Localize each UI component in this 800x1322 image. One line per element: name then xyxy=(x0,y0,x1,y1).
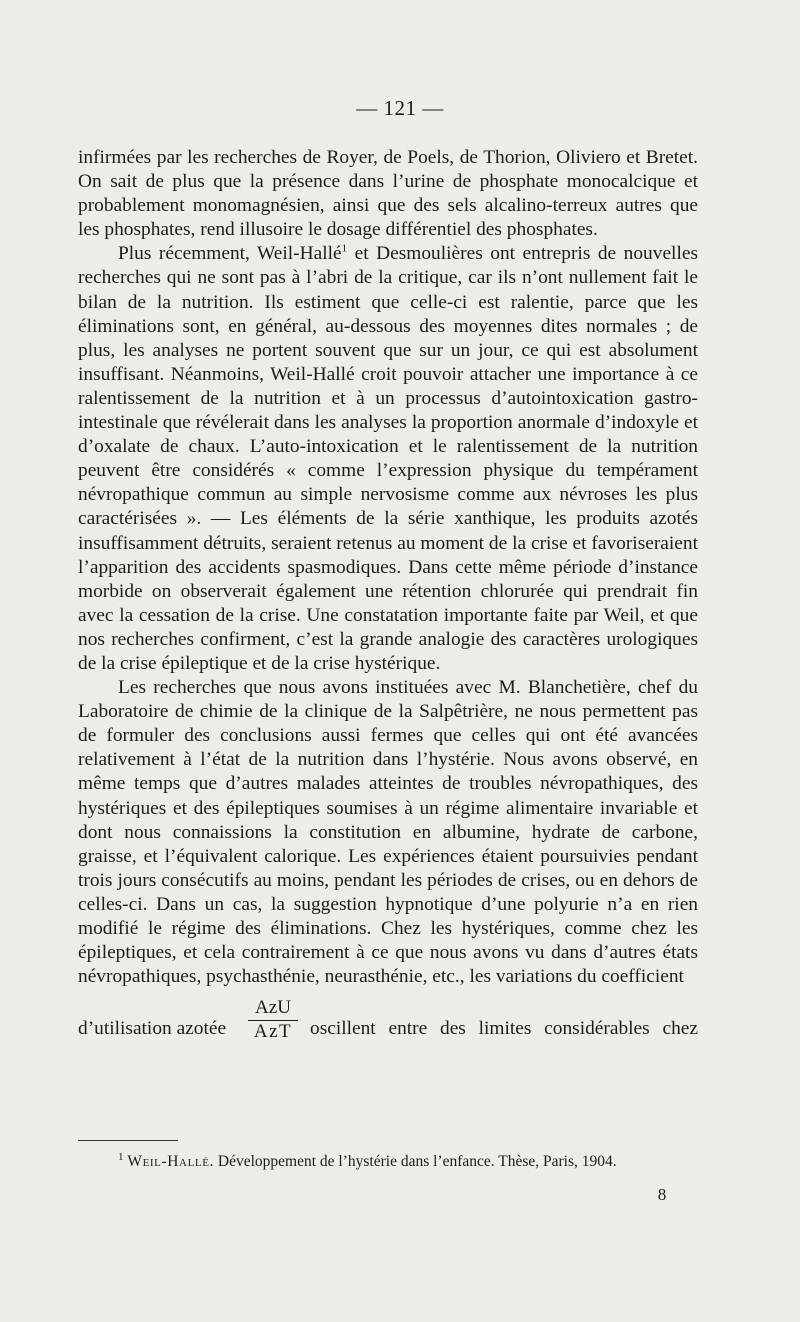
paragraph-2-rest: et Desmoulières ont entrepris de nouvelles recherches qui ne sont pas à l’abri de la critique, car ils n’ont nullement fait le bilan de la nutrition. Ils estiment que celle-ci est ralentie, parce que les éliminations sont, en général, au-dessous des moyennes dites normales ; de plus, les analyses ne portent souvent que sur un jour, ce qui est absolument insuffisant. Néanmoins, Weil-Hallé croit pouvoir attacher une importance à ce ralentissement de la nutrition et à un processus d’autointoxication gastro-intestinale que révélerait dans les analyses la proportion anormale d’indoxyle et d’oxalate de chaux. L’auto-intoxication et le ralentissement de la nutrition peuvent être considérés « comme l’expression physique du tempérament névropathique commun au simple nervosisme comme aux névroses les plus caractérisées ». — Les éléments de la série xanthique, les produits azotés insuffisamment détruits, seraient retenus au moment de la crise et favoriseraient l’apparition des accidents spasmodiques. Dans cette même période d’instance morbide on observerait également une rétention chlorurée qui prendrait fin avec la cessation de la crise. Une constatation importante faite par Weil, et que nos recherches confirment, c’est la grande analogie des caractères urologiques de la crise épileptique et de la crise hystérique. xyxy=(78,243,698,674)
fraction-numerator: AzU xyxy=(248,997,298,1021)
formula-line xyxy=(78,997,698,1049)
footnote xyxy=(118,1152,700,1172)
footnote-marker: 1 xyxy=(118,1150,124,1163)
footnote-author: Weil-Hallé. xyxy=(127,1153,215,1170)
paragraph-2 xyxy=(78,242,698,676)
paragraph-3: Les recherches que nous avons instituées avec M. Blanchetière, chef du Laboratoire de chimie de la clinique de la Salpêtrière, ne nous permettent pas de formuler des conclusions aussi fermes que celles qui ont été avancées relativement à l’état de la nutrition dans l’hystérie. Nous avons observé, en même temps que d’autres malades atteintes de troubles névropathiques, des hystériques et des épileptiques soumises à un régime alimentaire invariable et dont nous connaissions la constitution en albumine, hydrate de carbone, graisse, et l’équivalent calorique. Les expériences étaient poursuivies pendant trois jours consécutifs au moins, pendant les périodes de crises, ou en dehors de celles-ci. Dans un cas, la suggestion hypnotique d’une polyurie n’a en rien modifié le régime des éliminations. Chez les hystériques, comme chez les épileptiques, et cela contrairement à ce que nous avons vu dans d’autres états névropathiques, psychasthénie, neurasthénie, etc., les variations du coefficient xyxy=(78,677,698,988)
footnote-divider xyxy=(78,1140,178,1141)
formula-lead-text: d’utilisation azotée xyxy=(78,1018,227,1040)
paragraph-1: infirmées par les recherches de Royer, de Poels, de Thorion, Oliviero et Bretet. On sait de plus que la présence dans l’urine de phosphate monocalcique et probablement monomagnésien, ainsi que des sels alcalino-terreux autres que les phosphates, rend illusoire le dosage différentiel des phosphates. xyxy=(78,147,698,241)
paragraph-2-start: Plus récemment, Weil-Hallé xyxy=(118,243,342,265)
footnote-reference: 1 xyxy=(341,242,348,255)
formula-trail-text: oscillent entre des limites considérables chez xyxy=(310,1018,698,1040)
page-number: — 121 — xyxy=(356,96,444,120)
fraction-denominator: AzT xyxy=(253,1021,293,1043)
nitrogen-coefficient-fraction xyxy=(248,997,298,1043)
footnote-text: Développement de l’hystérie dans l’enfance. Thèse, Paris, 1904. xyxy=(214,1153,617,1170)
signature-mark: 8 xyxy=(657,1185,667,1204)
body-text xyxy=(78,146,698,1049)
